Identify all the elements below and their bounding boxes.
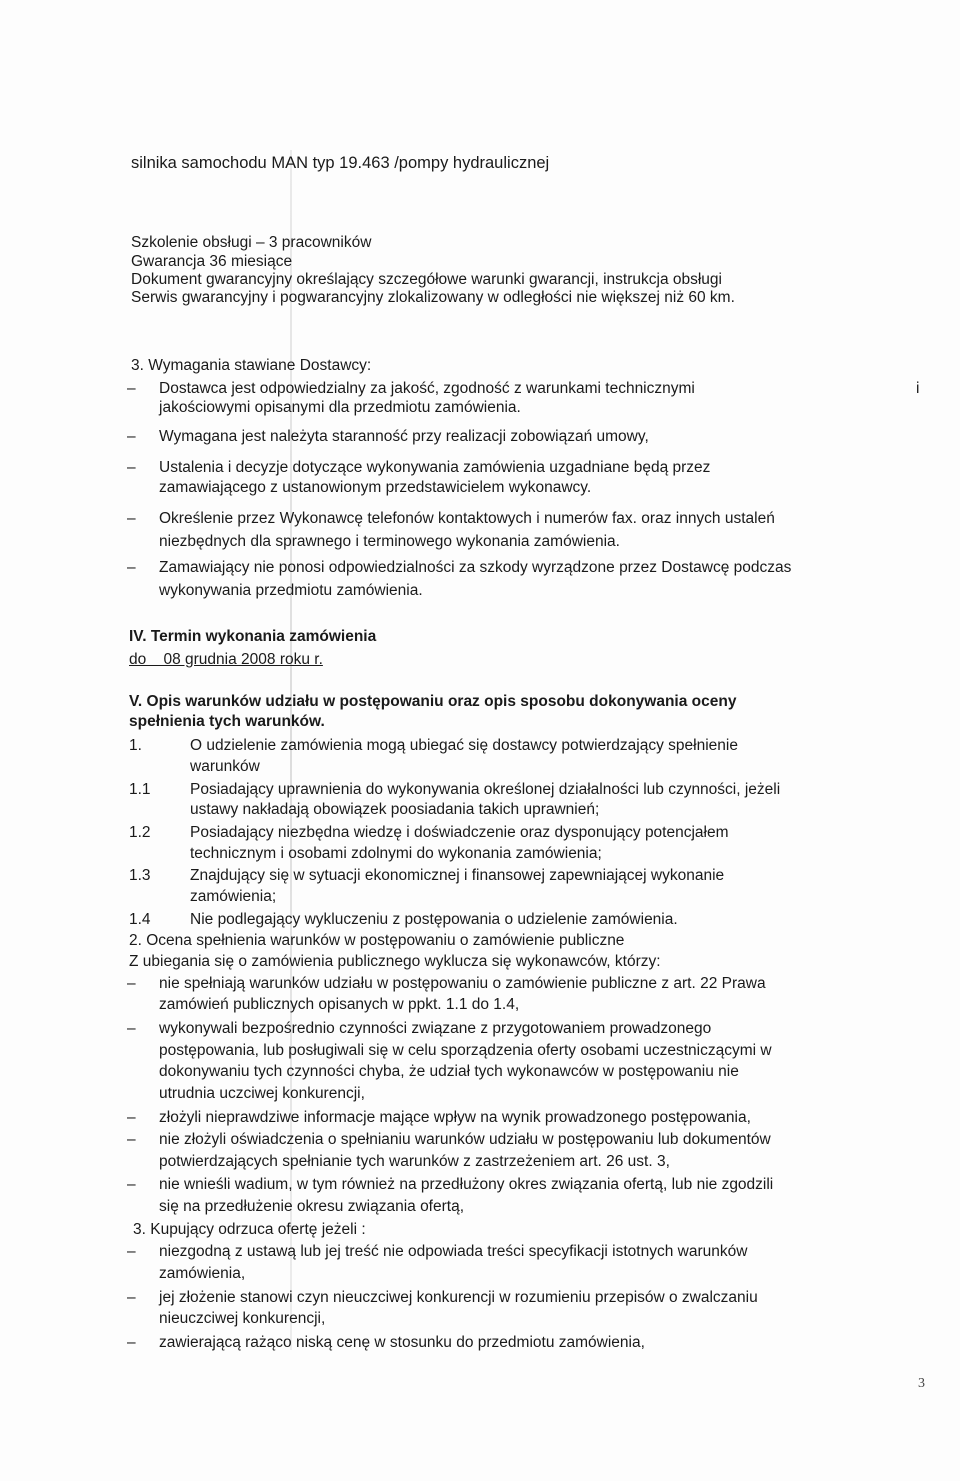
point-1-line1: O udzielenie zamówienia mogą ubiegać się dostawcy potwierdzający spełnienie xyxy=(190,737,738,754)
s3-item3-line2: zamawiającego z ustanowionym przedstawicielem wykonawcy. xyxy=(159,479,592,496)
p3-item3-line1: zawierającą rażąco niską cenę w stosunku do przedmiotu zamówienia, xyxy=(159,1334,645,1351)
p3-item2-line2: nieuczciwej konkurencji, xyxy=(159,1310,326,1327)
s3-item3-line1: Ustalenia i decyzje dotyczące wykonywania zamówienia uzgadniane będą przez xyxy=(159,459,711,476)
s3-item1-line1: Dostawca jest odpowiedzialny za jakość, zgodność z warunkami technicznymi xyxy=(159,380,695,397)
s3-item5-line2: wykonywania przedmiotu zamówienia. xyxy=(159,582,423,599)
point-1-4-line1: Nie podlegający wykluczeniu z postępowania o udzielenie zamówienia. xyxy=(190,911,678,928)
point-3-heading: 3. Kupujący odrzuca ofertę jeżeli : xyxy=(133,1221,366,1238)
s3-item4-line2: niezbędnych dla sprawnego i terminowego wykonania zamówienia. xyxy=(159,533,620,550)
point-1-line2: warunków xyxy=(190,758,260,775)
dash-bullet: – xyxy=(127,1131,136,1148)
dash-bullet: – xyxy=(127,1020,136,1037)
s3-item5-line1: Zamawiający nie ponosi odpowiedzialności za szkody wyrządzone przez Dostawcę podczas xyxy=(159,559,792,576)
dash-bullet: – xyxy=(127,975,136,992)
s3-item2-line1: Wymagana jest należyta staranność przy realizacji zobowiązań umowy, xyxy=(159,428,649,445)
dash-bullet: – xyxy=(127,559,136,576)
point-1-1-line2: ustawy nakładają obowiązek poosiadania takich uprawnień; xyxy=(190,801,600,818)
point-1-3-line1: Znajdujący się w sytuacji ekonomicznej i finansowej zapewniającej wykonanie xyxy=(190,867,725,884)
section5-heading-line2: spełnienia tych warunków. xyxy=(129,713,325,730)
training-line: Szkolenie obsługi – 3 pracowników xyxy=(131,234,372,251)
dash-bullet: – xyxy=(127,428,136,445)
point-1-1-line1: Posiadający uprawnienia do wykonywania określonej działalności lub czynności, jeżeli xyxy=(190,781,781,798)
p2-item1-line2: zamówień publicznych opisanych w ppkt. 1.1 do 1.4, xyxy=(159,996,520,1013)
p2-item4-line2: potwierdzających spełnianie tych warunków z zastrzeżeniem art. 26 ust. 3, xyxy=(159,1153,670,1170)
service-line: Serwis gwarancyjny i pogwarancyjny zlokalizowany w odległości nie większej niż 60 km. xyxy=(131,289,735,306)
p2-item5-line1: nie wnieśli wadium, w tym również na przedłużony okres związania ofertą, lub nie zgodzili xyxy=(159,1176,774,1193)
section5-heading-line1: V. Opis warunków udziału w postępowaniu oraz opis sposobu dokonywania oceny xyxy=(129,693,737,710)
point-number: 1. xyxy=(129,737,142,754)
point-number: 1.4 xyxy=(129,911,151,928)
p2-item2-line1: wykonywali bezpośrednio czynności związane z przygotowaniem prowadzonego xyxy=(159,1020,712,1037)
dash-bullet: – xyxy=(127,1334,136,1351)
section4-heading: IV. Termin wykonania zamówienia xyxy=(129,628,377,645)
dash-bullet: – xyxy=(127,1243,136,1260)
product-line: silnika samochodu MAN typ 19.463 /pompy hydraulicznej xyxy=(131,154,550,172)
point-number: 1.1 xyxy=(129,781,151,798)
point-2-intro: Z ubiegania się o zamówienia publicznego wyklucza się wykonawców, którzy: xyxy=(129,953,661,970)
s3-item1-line2: jakościowymi opisanymi dla przedmiotu zamówienia. xyxy=(159,399,521,416)
s3-item1-trailing: i xyxy=(916,380,920,397)
p3-item1-line2: zamówienia, xyxy=(159,1265,246,1282)
point-1-3-line2: zamówienia; xyxy=(190,888,277,905)
p2-item5-line2: się na przedłużenie okresu związania ofertą, xyxy=(159,1198,465,1215)
point-2-heading: 2. Ocena spełnienia warunków w postępowaniu o zamówienie publiczne xyxy=(129,932,625,949)
point-1-2-line2: technicznym i osobami zdolnymi do wykonania zamówienia; xyxy=(190,845,602,862)
dash-bullet: – xyxy=(127,1176,136,1193)
p2-item1-line1: nie spełniają warunków udziału w postępowaniu o zamówienie publiczne z art. 22 Prawa xyxy=(159,975,766,992)
dash-bullet: – xyxy=(127,1109,136,1126)
dash-bullet: – xyxy=(127,459,136,476)
p2-item4-line1: nie złożyli oświadczenia o spełnianiu warunków udziału w postępowaniu lub dokumentów xyxy=(159,1131,771,1148)
page-number: 3 xyxy=(918,1376,925,1391)
p2-item3-line1: złożyli nieprawdziwe informacje mające wpływ na wynik prowadzonego postępowania, xyxy=(159,1109,751,1126)
s3-item4-line1: Określenie przez Wykonawcę telefonów kontaktowych i numerów fax. oraz innych ustaleń xyxy=(159,510,775,527)
p3-item2-line1: jej złożenie stanowi czyn nieuczciwej konkurencji w rozumieniu przepisów o zwalczaniu xyxy=(159,1289,758,1306)
section3-heading: 3. Wymagania stawiane Dostawcy: xyxy=(131,357,372,374)
point-number: 1.2 xyxy=(129,824,151,841)
deadline-date: do 08 grudnia 2008 roku r. xyxy=(129,651,323,668)
p2-item2-line4: utrudnia uczciwej konkurencji, xyxy=(159,1085,365,1102)
dash-bullet: – xyxy=(127,1289,136,1306)
p2-item2-line2: postępowania, lub posługiwali się w celu sporządzenia oferty osobami uczestniczącymi w xyxy=(159,1042,772,1059)
warranty-line: Gwarancja 36 miesiące xyxy=(131,253,293,270)
dash-bullet: – xyxy=(127,380,136,397)
dash-bullet: – xyxy=(127,510,136,527)
point-number: 1.3 xyxy=(129,867,151,884)
point-1-2-line1: Posiadający niezbędna wiedzę i doświadczenie oraz dysponujący potencjałem xyxy=(190,824,729,841)
warranty-document-line: Dokument gwarancyjny określający szczegółowe warunki gwarancji, instrukcja obsługi xyxy=(131,271,722,288)
p3-item1-line1: niezgodną z ustawą lub jej treść nie odpowiada treści specyfikacji istotnych warunków xyxy=(159,1243,748,1260)
p2-item2-line3: dokonywaniu tych czynności chyba, że udział tych wykonawców w postępowaniu nie xyxy=(159,1063,739,1080)
